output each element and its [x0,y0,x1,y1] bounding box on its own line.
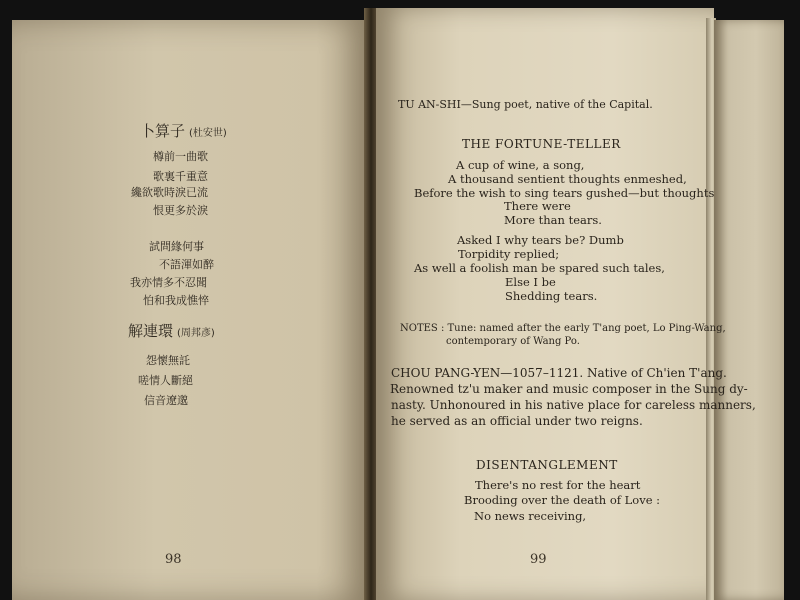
page-stack [714,20,784,600]
left-line: 信音遼邈 [144,394,188,407]
notes-text-1: Tune: named after the early T'ang poet, Lo Ping-Wang, [447,323,726,334]
left-line: 我亦情多不忍聞 [130,276,207,289]
left-line: 試問緣何事 [149,240,204,253]
intro-line: TU AN-SHI—Sung poet, native of the Capital. [398,98,653,111]
left-page-number: 98 [165,552,182,567]
poem1-line: Before the wish to sing tears gushed—but thoughts [414,186,715,200]
poem1-title: THE FORTUNE-TELLER [462,137,621,151]
poem1-line: There were [504,199,571,213]
poem1-line: Torpidity replied; [458,247,560,261]
poem1-line: A cup of wine, a song, [456,158,585,172]
left-line: 嗟情人斷絕 [138,374,193,387]
left-poem2-title-text: 解連環 [128,322,174,340]
left-line: 歌裏千重意 [153,170,208,183]
left-page [12,20,370,600]
bio-line: Renowned tz'u maker and music composer in the Sung dy- [390,382,748,396]
poem1-line: A thousand sentient thoughts enmeshed, [448,172,687,186]
notes-label: NOTES : [400,323,445,334]
notes-line1 [400,323,726,334]
left-poem2-author: (周邦彥) [177,328,215,339]
left-line: 樽前一曲歌 [153,150,208,163]
poem2-line: Brooding over the death of Love : [464,493,661,507]
poem1-line: As well a foolish man be spared such tales, [414,261,665,275]
poem1-line: More than tears. [504,213,602,227]
left-line: 纔欲歌時淚已流 [131,186,208,199]
left-line: 恨更多於淚 [153,204,208,217]
poem2-title: DISENTANGLEMENT [476,458,618,472]
left-poem2-title [128,320,215,341]
left-poem-author: (杜安世) [189,128,227,139]
left-line: 怨懷無託 [146,354,190,367]
bio-line: nasty. Unhonoured in his native place for careless manners, [391,398,756,412]
left-line: 怕和我成憔悴 [143,294,209,307]
poem1-line: Else I be [505,275,556,289]
left-poem-title [140,120,227,141]
poem1-line: Shedding tears. [505,289,598,303]
left-poem-title-text: 卜算子 [140,122,186,140]
right-page-number: 99 [530,552,547,567]
poem2-line: There's no rest for the heart [475,478,641,492]
bio-line: CHOU PANG-YEN—1057–1121. Native of Ch'ien T'ang. [391,366,727,380]
poem2-line: No news receiving, [474,509,587,523]
bio-line: he served as an official under two reigns. [391,414,643,428]
left-line: 不語渾如醉 [159,258,214,271]
notes-line2: contemporary of Wang Po. [446,336,580,347]
poem1-line: Asked I why tears be? Dumb [457,233,624,247]
